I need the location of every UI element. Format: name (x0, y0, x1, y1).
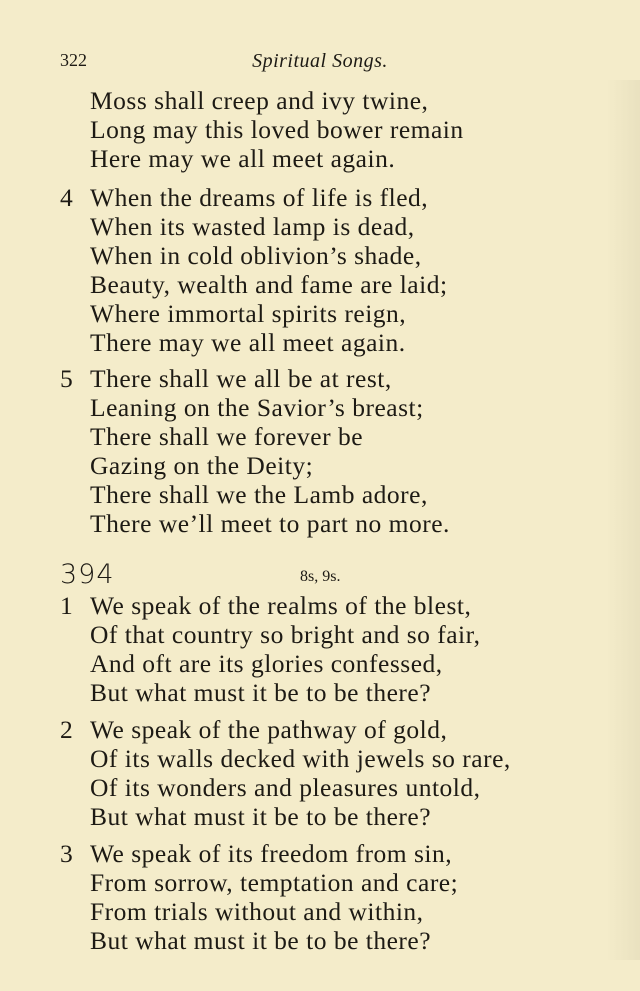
hymn-number: 394 (60, 559, 115, 590)
verse-line: But what must it be to be there? (90, 926, 432, 955)
hymn-meter: 8s, 9s. (300, 568, 341, 585)
verse-line: When its wasted lamp is dead, (90, 212, 415, 241)
verse-line: And oft are its glories confessed, (90, 649, 443, 678)
bleed-through-shadow (606, 80, 640, 960)
page-number: 322 (60, 50, 87, 70)
verse-line: But what must it be to be there? (90, 678, 432, 707)
verse-line: When the dreams of life is fled, (90, 183, 429, 212)
verse-line: There shall we forever be (90, 422, 364, 451)
verse-line: There shall we the Lamb adore, (90, 480, 428, 509)
verse-line: Beauty, wealth and fame are laid; (90, 270, 448, 299)
verse-line: But what must it be to be there? (90, 802, 432, 831)
verse-number: 5 (60, 364, 73, 393)
verse-line: Where immortal spirits reign, (90, 299, 407, 328)
verse-line: From trials without and within, (90, 897, 424, 926)
verse-line: Long may this loved bower remain (90, 115, 464, 144)
verse-line: There shall we all be at rest, (90, 364, 392, 393)
verse-line: Here may we all meet again. (90, 144, 396, 173)
verse-number: 2 (60, 715, 73, 744)
verse-line: We speak of the realms of the blest, (90, 591, 472, 620)
verse-line: Gazing on the Deity; (90, 451, 314, 480)
verse-line: There we’ll meet to part no more. (90, 509, 450, 538)
verse-number: 1 (60, 591, 73, 620)
verse-number: 3 (60, 839, 73, 868)
verse-number: 4 (60, 183, 73, 212)
verse-line: Moss shall creep and ivy twine, (90, 86, 429, 115)
verse-line: When in cold oblivion’s shade, (90, 241, 422, 270)
verse-line: We speak of the pathway of gold, (90, 715, 448, 744)
verse-line: From sorrow, temptation and care; (90, 868, 459, 897)
verse-line: Of its walls decked with jewels so rare, (90, 744, 511, 773)
verse-line: Leaning on the Savior’s breast; (90, 393, 424, 422)
page-header (60, 50, 580, 74)
verse-line: There may we all meet again. (90, 328, 406, 357)
verse-line: Of its wonders and pleasures untold, (90, 773, 481, 802)
verse-line: We speak of its freedom from sin, (90, 839, 453, 868)
running-title: Spiritual Songs. (252, 50, 388, 72)
verse-line: Of that country so bright and so fair, (90, 620, 481, 649)
